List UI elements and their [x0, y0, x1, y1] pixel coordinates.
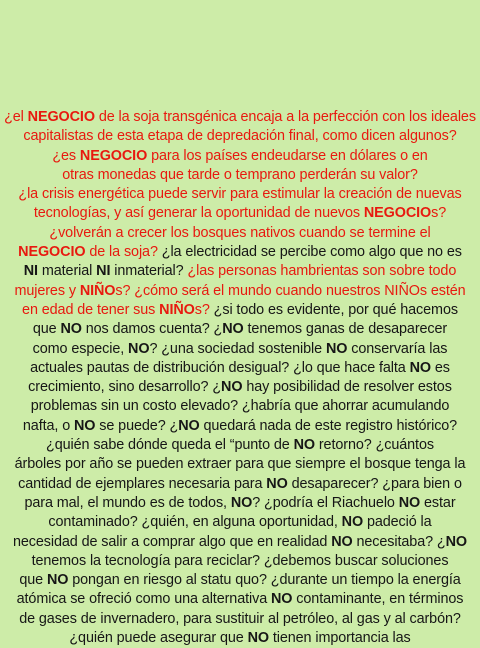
- text-line: [0, 301, 480, 320]
- text-segment: tenemos la tecnología para reciclar? ¿debemos buscar soluciones: [31, 552, 449, 569]
- emphasized-word: NO: [331, 533, 353, 550]
- emphasized-word: NO: [60, 321, 82, 338]
- text-line: [0, 359, 480, 378]
- text-segment: tenemos ganas de desaparecer: [243, 321, 448, 338]
- emphasized-word: NIÑO: [159, 301, 195, 318]
- emphasized-word: NO: [230, 494, 253, 511]
- emphasized-word: NI: [23, 263, 38, 280]
- text-segment: es: [431, 359, 450, 376]
- text-line: [0, 629, 480, 648]
- text-line: [0, 533, 480, 552]
- text-segment: pongan en riesgo al statu quo? ¿durante un tiempo la energía: [68, 572, 461, 589]
- text-line: [0, 397, 480, 416]
- text-segment: ¿la crisis energética puede servir para estimular la creación de nuevas: [18, 186, 462, 203]
- text-segment: ¿es: [52, 147, 80, 164]
- text-segment: problemas sin un costo elevado? ¿habría que ahorrar acumulando: [30, 398, 450, 415]
- text-line: [0, 166, 480, 185]
- emphasized-word: NEGOCIO: [79, 147, 148, 164]
- text-line: [0, 455, 480, 474]
- text-line: [0, 590, 480, 609]
- text-segment: tienen importancia las: [268, 630, 411, 647]
- emphasized-word: NEGOCIO: [363, 205, 432, 222]
- text-segment: material: [37, 263, 97, 280]
- text-line: [0, 262, 480, 281]
- text-line: [0, 571, 480, 590]
- text-segment: para los países endeudarse en dólares o en: [147, 147, 428, 164]
- text-segment: en edad de tener sus: [22, 301, 160, 318]
- emphasized-word: NO: [398, 494, 421, 511]
- text-segment: contaminado? ¿quién, en alguna oportunidad,: [48, 514, 342, 531]
- text-line: [0, 185, 480, 204]
- text-line: [0, 340, 480, 359]
- emphasized-word: NO: [293, 437, 315, 454]
- emphasized-word: NEGOCIO: [27, 109, 95, 125]
- text-segment: ? ¿podría el Riachuelo: [252, 494, 399, 511]
- text-segment: hay posibilidad de resolver estos: [242, 379, 452, 396]
- text-segment: s?: [431, 205, 447, 222]
- emphasized-word: NO: [271, 591, 293, 608]
- emphasized-word: NO: [247, 630, 269, 647]
- text-line: [0, 475, 480, 494]
- text-line: [0, 610, 480, 629]
- text-segment: capitalistas de esta etapa de depredación final, como dicen algunos?: [23, 128, 457, 145]
- text-segment: cantidad de ejemplares necesaria para: [18, 475, 267, 492]
- text-segment: estar: [420, 494, 456, 511]
- text-segment: necesitaba? ¿: [352, 533, 446, 550]
- text-segment: crecimiento, sino desarrollo? ¿: [28, 379, 222, 396]
- poster-text-block: [0, 108, 480, 648]
- text-segment: desaparecer? ¿para bien o: [287, 475, 462, 492]
- text-segment: actuales pautas de distribución desigual? ¿lo que hace falta: [30, 359, 410, 376]
- text-segment: ¿quién sabe dónde queda el “punto de: [46, 437, 294, 454]
- text-line: [0, 147, 480, 166]
- text-line: [0, 552, 480, 571]
- emphasized-word: NO: [128, 340, 150, 357]
- emphasized-word: NO: [266, 475, 288, 492]
- text-line: [0, 378, 480, 397]
- text-line: [0, 224, 480, 243]
- emphasized-word: NO: [74, 417, 96, 434]
- emphasized-word: NO: [178, 417, 200, 434]
- text-segment: de gases de invernadero, para sustituir al petróleo, al gas y al carbón?: [19, 610, 461, 627]
- text-segment: como especie,: [32, 340, 129, 357]
- text-segment: s? ¿cómo será el mundo cuando nuestros NIÑOs estén: [115, 282, 466, 299]
- text-segment: necesidad de salir a comprar algo que en realidad: [13, 533, 332, 550]
- text-segment: de la soja transgénica encaja a la perfección con los ideales: [94, 109, 476, 125]
- emphasized-word: NO: [341, 514, 364, 531]
- text-segment: ¿volverán a crecer los bosques nativos cuando se termine el: [49, 224, 431, 241]
- text-line: [0, 282, 480, 301]
- text-segment: tecnologías, y así generar la oportunidad de nuevos: [33, 205, 364, 222]
- text-line: [0, 417, 480, 436]
- emphasized-word: NO: [221, 379, 243, 396]
- text-line: [0, 494, 480, 513]
- emphasized-word: NO: [46, 572, 69, 589]
- text-segment: nos damos cuenta? ¿: [81, 321, 223, 338]
- emphasized-word: NI: [96, 263, 111, 280]
- text-segment: ¿la electricidad se percibe como algo que no es: [161, 244, 462, 261]
- text-segment: se puede? ¿: [95, 417, 179, 434]
- emphasized-word: NO: [409, 359, 431, 376]
- text-line: [0, 204, 480, 223]
- emphasized-word: NEGOCIO: [18, 244, 86, 261]
- text-segment: de la soja?: [85, 244, 162, 261]
- text-line: [0, 436, 480, 455]
- text-segment: atómica se ofreció como una alternativa: [16, 591, 271, 608]
- emphasized-word: NO: [222, 321, 244, 338]
- text-segment: árboles por año se pueden extraer para que siempre el bosque tenga la: [14, 456, 466, 473]
- text-segment: quedará nada de este registro histórico?: [199, 417, 458, 434]
- text-segment: nafta, o: [22, 417, 74, 434]
- text-segment: ¿quién puede asegurar que: [69, 630, 248, 647]
- text-segment: ¿si todo es evidente, por qué hacemos: [213, 301, 458, 318]
- text-segment: retorno? ¿cuántos: [314, 437, 434, 454]
- text-segment: que: [32, 321, 61, 338]
- text-segment: contaminante, en términos: [292, 591, 464, 608]
- emphasized-word: NO: [325, 340, 348, 357]
- text-segment: s?: [194, 301, 214, 318]
- text-line: [0, 108, 480, 127]
- text-line: [0, 320, 480, 339]
- text-line: [0, 127, 480, 146]
- text-segment: para mal, el mundo es de todos,: [24, 494, 231, 511]
- text-segment: inmaterial?: [110, 263, 188, 280]
- text-line: [0, 243, 480, 262]
- text-segment: que: [19, 572, 47, 589]
- emphasized-word: NO: [445, 533, 467, 550]
- text-segment: ? ¿una sociedad sostenible: [149, 340, 326, 357]
- emphasized-word: NIÑO: [79, 282, 116, 299]
- text-segment: padeció la: [363, 514, 432, 531]
- text-line: [0, 513, 480, 532]
- text-segment: otras monedas que tarde o temprano perderán su valor?: [62, 166, 418, 183]
- text-segment: mujeres y: [14, 282, 80, 299]
- text-segment: ¿el: [4, 109, 28, 125]
- text-segment: ¿las personas hambrientas son sobre todo: [187, 263, 457, 280]
- text-segment: conservaría las: [347, 340, 448, 357]
